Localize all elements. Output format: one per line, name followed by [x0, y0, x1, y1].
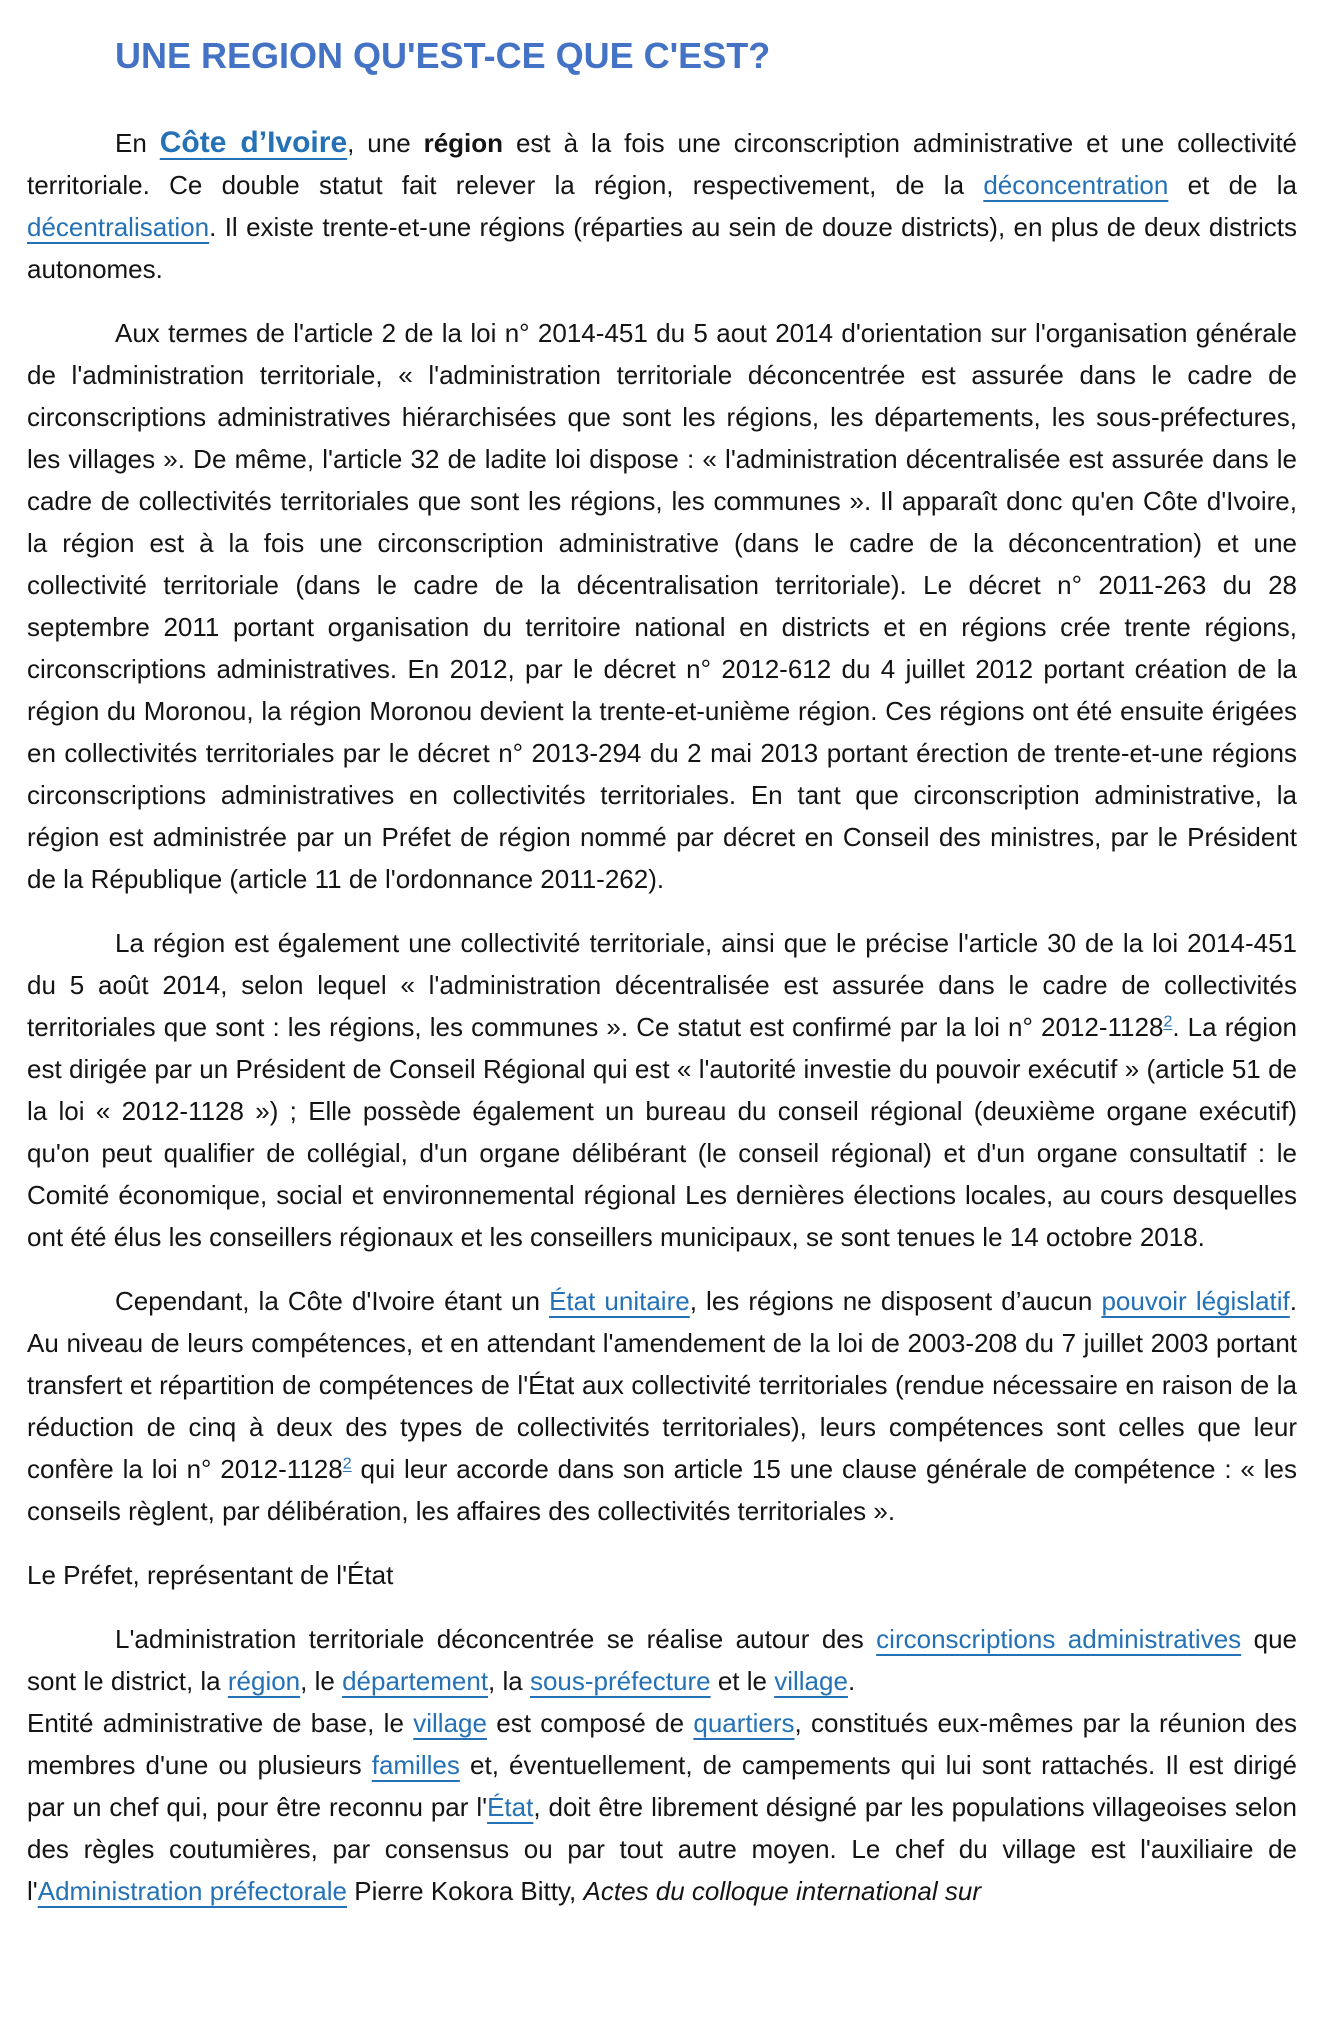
village-link[interactable]: village — [774, 1666, 848, 1696]
village-link-2[interactable]: village — [413, 1708, 487, 1738]
etat-unitaire-link[interactable]: État unitaire — [549, 1286, 690, 1316]
text-run: . — [847, 1666, 856, 1696]
sous-prefecture-link[interactable]: sous-préfecture — [529, 1666, 711, 1696]
footnote-2-link[interactable]: 2 — [1163, 1013, 1173, 1031]
deconcentration-link[interactable]: déconcentration — [983, 170, 1169, 200]
text-run: En — [115, 128, 160, 158]
text-run: Entité administrative de base, le — [27, 1708, 414, 1738]
text-run: L'administration territoriale déconcentrée se réalise autour des — [115, 1624, 877, 1654]
decentralisation-link[interactable]: décentralisation — [27, 212, 210, 242]
footnote-2-link-2[interactable]: 2 — [342, 1455, 352, 1473]
paragraph-loi-2014 — [27, 312, 1297, 900]
text-run: , une — [347, 128, 424, 158]
text-run: qui leur accorde dans son article 15 une clause générale de compétence : « les conseils règlent, par délibération, les affaires des collectivités territoriales ». — [27, 1454, 1297, 1526]
text-run: et, éventuellement, de campements qui lui sont rattachés. Il est dirigé par un chef qui, pour être reconnu par l' — [27, 1750, 1297, 1822]
text-run: . Il existe trente-et-une régions (réparties au sein de douze districts), en plus de deux districts autonomes. — [27, 212, 1297, 284]
page-title: UNE REGION QU'EST-CE QUE C'EST? — [115, 35, 771, 76]
familles-link[interactable]: familles — [371, 1750, 460, 1780]
text-run: La région est également une collectivité territoriale, ainsi que le précise l'article 30 de la loi 2014-451 du 5 août 2014, selon lequel « l'administration décentralisée est assurée dans le cadre de collectivités territoriales que sont : les régions, les communes ». Ce statut est confirmé par la loi n° 2012-1128 — [27, 928, 1297, 1042]
paragraph-administration-deconcentree — [27, 1618, 1297, 1702]
region-link[interactable]: région — [227, 1666, 301, 1696]
text-run: , constitués eux-mêmes par la réunion des membres d'une ou plusieurs — [27, 1708, 1298, 1780]
text-run: . La région est dirigée par un Président de Conseil Régional qui est « l'autorité investie du pouvoir exécutif » (article 51 de la loi « 2012-1128 ») ; Elle possède également un bureau du conseil régional (deuxième organe exécutif) qu'on peut qualifier de collégial, d'un organe délibérant (le conseil régional) et d'un organe consultatif : le Comité économique, social et environnemental régional Les dernières élections locales, au cours desquelles ont été élus les conseillers régionaux et les conseillers municipaux, se sont tenues le 14 octobre 2018. — [27, 1012, 1297, 1252]
text-run: , doit être librement désigné par les populations villageoises selon des règles coutumières, par consensus ou par tout autre moyen. Le chef du village est l'auxiliaire de l' — [27, 1792, 1298, 1906]
text-run: . Au niveau de leurs compétences, et en attendant l'amendement de la loi de 2003-208 du 7 juillet 2003 portant transfert et répartition de compétences de l'État aux collectivité territoriales (rendue nécessaire en raison de la réduction de cinq à deux des types de collectivités territoriales), leurs compétences sont celles que leur confère la loi n° 2012-1128 — [27, 1286, 1297, 1484]
paragraph-etat-unitaire — [27, 1280, 1297, 1532]
etat-link[interactable]: État — [487, 1792, 534, 1822]
italic-run: Actes du colloque international sur — [583, 1876, 981, 1906]
text-run: Aux termes de l'article 2 de la loi n° 2014-451 du 5 aout 2014 d'orientation sur l'organisation générale de l'administration territoriale, « l'administration territoriale déconcentrée est assurée dans le cadre de circonscriptions administratives hiérarchisées que sont les régions, les départements, les sous-préfectures, les villages ». De même, l'article 32 de ladite loi dispose : « l'administration décentralisée est assurée dans le cadre de collectivités territoriales que sont les régions, les communes ». Il apparaît donc qu'en Côte d'Ivoire, la région est à la fois une circonscription administrative (dans le cadre de la déconcentration) et une collectivité territoriale (dans le cadre de la décentralisation territoriale). Le décret n° 2011-263 du 28 septembre 2011 portant organisation du territoire national en districts et en régions crée trente régions, circonscriptions administratives. En 2012, par le décret n° 2012-612 du 4 juillet 2012 portant création de la région du Moronou, la région Moronou devient la trente-et-unième région. Ces régions ont été ensuite érigées en collectivités territoriales par le décret n° 2013-294 du 2 mai 2013 portant érection de trente-et-une régions circonscriptions administratives en collectivités territoriales. En tant que circonscription administrative, la région est administrée par un Préfet de région nommé par décret en Conseil des ministres, par le Président de la République (article 11 de l'ordonnance 2011-262). — [27, 318, 1297, 894]
text-run: , la — [488, 1666, 530, 1696]
circonscriptions-administratives-link[interactable]: circonscriptions administratives — [876, 1624, 1242, 1654]
cote-divoire-link[interactable]: Côte d’Ivoire — [159, 126, 348, 159]
text-run: , le — [300, 1666, 343, 1696]
text-run: , les régions ne disposent d’aucun — [689, 1286, 1102, 1316]
text-run: est à la fois une circonscription administrative et une collectivité territoriale. Ce double statut fait relever la région, respectivement, de la — [27, 128, 1298, 200]
pouvoir-legislatif-link[interactable]: pouvoir législatif — [1101, 1286, 1290, 1316]
paragraph-intro — [27, 122, 1297, 290]
paragraph-collectivite-territoriale — [27, 922, 1297, 1258]
departement-link[interactable]: département — [342, 1666, 489, 1696]
quartiers-link[interactable]: quartiers — [693, 1708, 795, 1738]
administration-prefectorale-link[interactable]: Administration préfectorale — [37, 1876, 348, 1906]
text-run: est composé de — [486, 1708, 694, 1738]
text-run: Cependant, la Côte d'Ivoire étant un — [115, 1286, 550, 1316]
paragraph-prefet-heading — [27, 1554, 1297, 1596]
paragraph-village — [27, 1702, 1297, 1912]
text-run: Pierre Kokora Bitty, — [347, 1876, 584, 1906]
bold-run: région — [423, 128, 504, 158]
text-run: et le — [710, 1666, 775, 1696]
text-run: et de la — [1168, 170, 1298, 200]
text-run: Le Préfet, représentant de l'État — [27, 1560, 394, 1590]
text-run: que sont le district, la — [27, 1624, 1297, 1696]
